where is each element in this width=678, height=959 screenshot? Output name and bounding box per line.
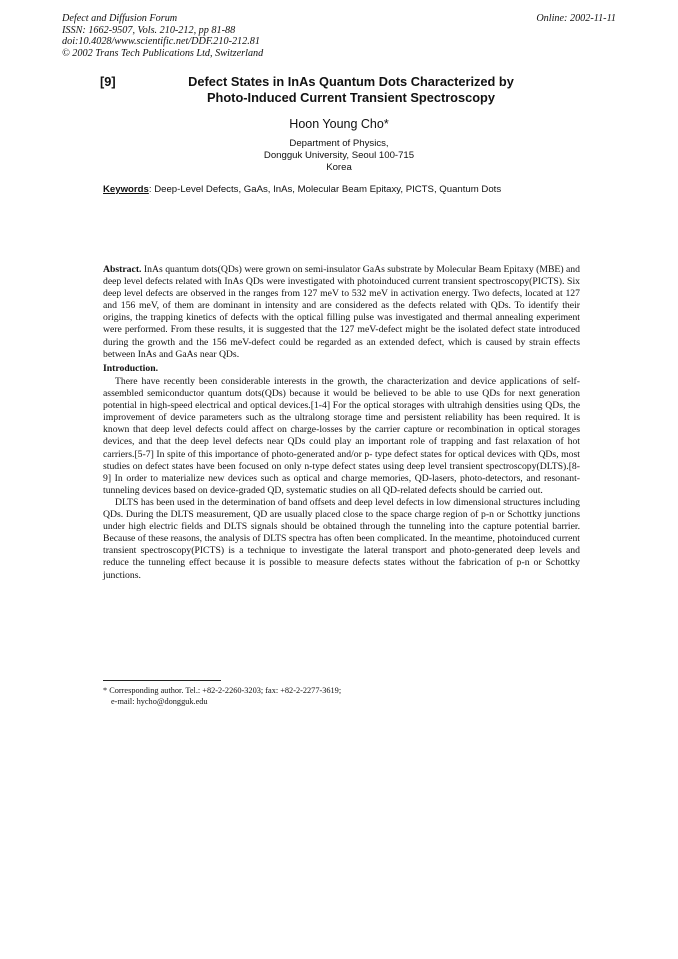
paper-title — [100, 74, 580, 106]
title-line-1: Defect States in InAs Quantum Dots Characterized by — [188, 74, 514, 89]
doi-line: doi:10.4028/www.scientific.net/DDF.210-212.81 — [62, 36, 260, 48]
page-header — [62, 13, 616, 59]
title-line-2: Photo-Induced Current Transient Spectroscopy — [207, 90, 495, 105]
journal-info — [62, 13, 616, 59]
abstract-label: Abstract. — [103, 264, 142, 275]
online-date: Online: 2002-11-11 — [536, 13, 616, 24]
author-name: Hoon Young Cho* — [289, 117, 389, 131]
footnote-line-2: e-mail: hycho@dongguk.edu — [111, 697, 208, 706]
footnote-rule — [103, 680, 221, 681]
affiliation-line-3: Korea — [326, 162, 352, 173]
copyright-line: © 2002 Trans Tech Publications Ltd, Switzerland — [62, 47, 264, 59]
paper-number: [9] — [100, 74, 116, 89]
keywords — [103, 184, 501, 195]
introduction — [103, 376, 580, 582]
introduction-heading: Introduction. — [103, 363, 158, 374]
keywords-label: Keywords — [103, 184, 149, 195]
keywords-list: : Deep-Level Defects, GaAs, InAs, Molecular Beam Epitaxy, PICTS, Quantum Dots — [148, 184, 502, 195]
journal-name: Defect and Diffusion Forum — [62, 13, 178, 24]
introduction-paragraph-2: DLTS has been used in the determination of band offsets and deep level defects in low dimensional structures including QDs. During the DLTS measurement, QD are usually placed close to the space charge region of p-n or Schottky junctions under high electric fields and DLTS signals should be obtained through the tunneling into the capture potential barrier. Because of these reasons, the analysis of DLTS spectra has often been complicated. In the meantime, photoinduced current transient spectroscopy(PICTS) is a technique to investigate the lateral transport and photo-generated deep levels and reduce the tunneling effect because it is possible to measure defects states without the fabrication of p-n or Schottky junctions. — [103, 496, 580, 581]
footnote-line-1: * Corresponding author. Tel.: +82-2-2260-3203; fax: +82-2-2277-3619; — [103, 686, 342, 695]
abstract — [103, 264, 580, 361]
affiliation-line-2: Dongguk University, Seoul 100-715 — [263, 150, 415, 161]
issn-line: ISSN: 1662-9507, Vols. 210-212, pp 81-88 — [62, 24, 236, 36]
paper-title-block — [100, 74, 580, 106]
introduction-paragraph-1: There have recently been considerable interests in the growth, the characterization and device applications of self-assembled semiconductor quantum dots(QDs) because it would be believed to be able to use QDs for next generation potential in high-speed electrical and optical devices.[1-4] For the optical storages with ultrahigh densities using QDs, the improvement of device parameters such as the ultralong storage time and persistent reliability has been required. It is known that deep level defects could affect on charge-losses by the carrier capture or recombination in optical storages devices, and that the deep level defects near QDs could play an important role of trapping and fast relaxation of hot carriers.[5-7] In spite of this importance of photo-generated and/or p- type defect states for optical devices with QDs, most studies on defect states have been focused on only n-type defect states using deep level transient spectroscopy(DLTS).[8-9] In order to materialize new devices such as optical and charge memories, QD-lasers, photo-detectors, and resonant-tunneling devices based on device-graded QD, systematic studies on all QD-related defects should be carried out. — [103, 376, 580, 496]
affiliation-line-1: Department of Physics, — [289, 138, 389, 149]
footnote — [103, 685, 341, 707]
abstract-text: InAs quantum dots(QDs) were grown on semi-insulator GaAs substrate by Molecular Beam Epitaxy (MBE) and deep level defects related with InAs QDs were investigated with photoinduced current transient spectroscopy(PICTS). Six deep level defects are observed in the ranges from 127 meV to 532 meV in activation energy. Two defects, located at 127 and 156 meV, of them are dominant in intensity and are considered as the defects related with QDs. To identify their origins, the trapping kinetics of defects with the optical filling pulse was investigated and thermal annealing experiment were performed. From these results, it is suggested that the 127 meV-defect might be the isolated defect state introduced during the growth and the 156 meV-defect could be regarded as an extended defect, which is caused by strain effects between InAs and GaAs near QDs. — [103, 264, 580, 360]
affiliation — [0, 138, 678, 174]
